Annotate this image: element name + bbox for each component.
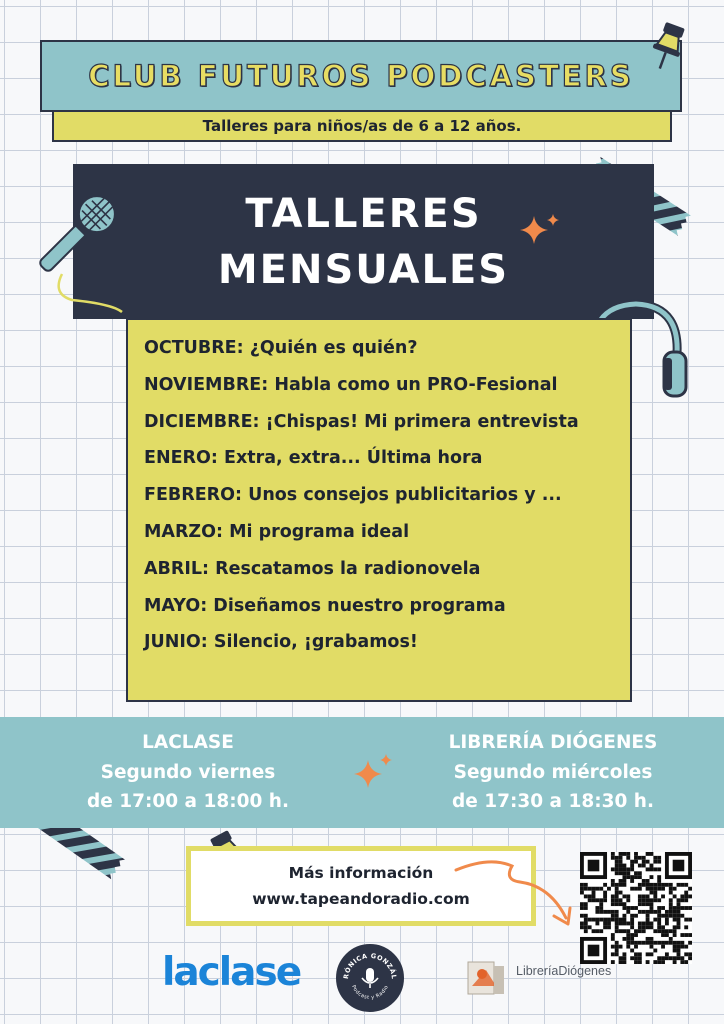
libreria-logo-text: LibreríaDiógenes (516, 964, 612, 978)
website-link[interactable]: www.tapeandoradio.com (252, 890, 470, 908)
round-logo-graphic (338, 946, 402, 1010)
venue-day: Segundo viernes (100, 761, 276, 783)
list-item: ENERO: Extra, extra... Última hora (144, 448, 483, 469)
sparkle-icon (350, 750, 396, 796)
more-info-label: Más información (288, 864, 434, 882)
page-subtitle: Talleres para niños/as de 6 a 12 años. (202, 117, 522, 135)
list-item: ABRIL: Rescatamos la radionovela (144, 558, 481, 579)
round-logo-text: RÓNICA GONZÁL (341, 951, 399, 980)
title-banner (40, 40, 682, 112)
venue-time: de 17:00 a 18:00 h. (86, 791, 289, 812)
veronica-gonzalez-logo (336, 944, 404, 1012)
qr-code-icon[interactable] (580, 852, 692, 964)
list-item: MAYO: Diseñamos nuestro programa (144, 595, 506, 616)
subtitle-banner (52, 110, 672, 142)
list-item: JUNIO: Silencio, ¡grabamos! (144, 632, 418, 653)
workshops-list (126, 318, 632, 702)
schedule-libreria (430, 728, 676, 817)
schedule-laclase (72, 728, 304, 817)
round-logo-sub: Podcast y Radio (350, 984, 390, 1001)
list-item: DICIEMBRE: ¡Chispas! Mi primera entrevista (144, 411, 579, 432)
workshops-header (73, 164, 654, 319)
workshops-title-line1: TALLERES (245, 190, 482, 237)
venue-day: Segundo miércoles (453, 761, 653, 783)
list-item: OCTUBRE: ¿Quién es quién? (144, 338, 418, 358)
workshops-title-line2: MENSUALES (217, 246, 510, 293)
venue-time: de 17:30 a 18:30 h. (451, 791, 654, 812)
page-title: CLUB FUTUROS PODCASTERS (88, 59, 634, 93)
microphone-icon (32, 184, 132, 314)
venue-name: LIBRERÍA DIÓGENES (448, 732, 658, 753)
list-item: FEBRERO: Unos consejos publicitarios y ... (144, 485, 562, 506)
list-item: NOVIEMBRE: Habla como un PRO-Fesional (144, 374, 558, 395)
venue-name: LACLASE (142, 732, 234, 753)
curved-arrow-icon (450, 856, 580, 936)
laclase-logo: laclase (162, 950, 301, 995)
sparkle-icon (516, 210, 562, 250)
libreria-logo-mark (466, 956, 510, 1000)
list-item: MARZO: Mi programa ideal (144, 521, 410, 542)
pushpin-icon (646, 20, 690, 72)
